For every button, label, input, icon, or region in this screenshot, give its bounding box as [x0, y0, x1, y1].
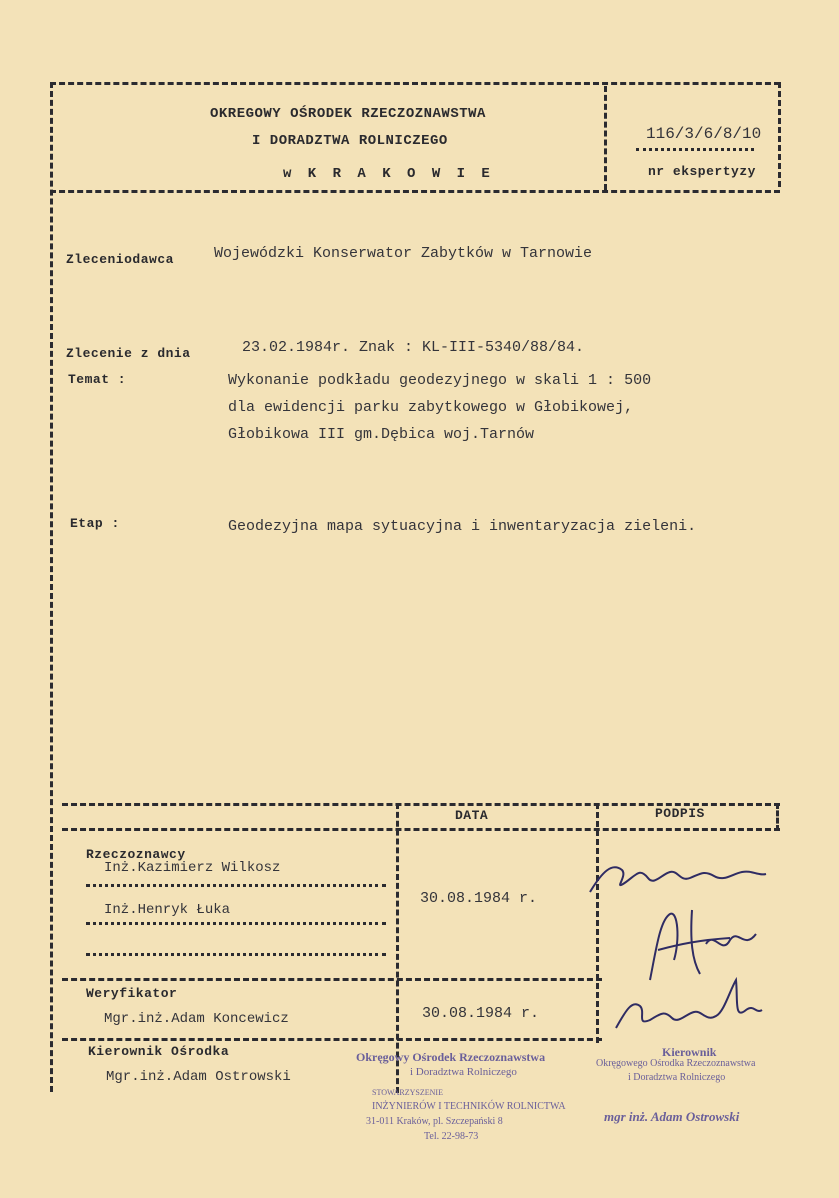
frame-top [50, 82, 780, 85]
topic-line2: dla ewidencji parku zabytkowego w Głobikowej, [228, 399, 634, 416]
stamp-association-line3: 31-011 Kraków, pl. Szczepański 8 [366, 1116, 503, 1127]
signature-koncewicz [606, 970, 766, 1040]
expert1-name: Inż.Kazimierz Wilkosz [104, 860, 281, 876]
table-row1-divider [62, 978, 602, 981]
stamp-manager-line2: i Doradztwa Rolniczego [628, 1072, 726, 1083]
topic-line3: Głobikowa III gm.Dębica woj.Tarnów [228, 426, 535, 443]
verifier-label: Weryfikator [86, 986, 178, 1001]
stage-value: Geodezyjna mapa sytuacyjna i inwentaryzacja zieleni. [228, 518, 697, 535]
manager-name: Mgr.inż.Adam Ostrowski [106, 1069, 291, 1085]
expertise-number-dots [636, 148, 754, 151]
table-row2-divider [62, 1038, 602, 1041]
table-header-divider [62, 828, 780, 831]
experts-label: Rzeczoznawcy [86, 847, 186, 862]
topic-label: Temat : [68, 372, 127, 387]
client-value: Wojewódzki Konserwator Zabytków w Tarnowie [214, 245, 593, 262]
stamp-office-line2: i Doradztwa Rolniczego [410, 1066, 517, 1078]
topic-line1: Wykonanie podkładu geodezyjnego w skali 1 : 500 [228, 372, 652, 389]
header-number-divider [604, 86, 607, 190]
client-label: Zleceniodawca [66, 252, 174, 267]
org-name-line2: I DORADZTWA ROLNICZEGO [252, 133, 448, 149]
experts-date: 30.08.1984 r. [420, 890, 538, 907]
stamp-manager-title: Kierownik [662, 1045, 717, 1059]
expert1-dots [86, 884, 386, 887]
table-col-divider2 [596, 803, 599, 1043]
stamp-manager-name: mgr inż. Adam Ostrowski [604, 1109, 740, 1124]
stamp-office-line1: Okręgowy Ośrodek Rzeczoznawstwa [356, 1050, 546, 1064]
stage-label: Etap : [70, 516, 120, 531]
expert2-name: Inż.Henryk Łuka [104, 902, 231, 918]
table-header-date: DATA [455, 808, 489, 823]
verifier-date: 30.08.1984 r. [422, 1005, 540, 1022]
manager-label: Kierownik Ośrodka [88, 1044, 230, 1059]
verifier-name: Mgr.inż.Adam Koncewicz [104, 1011, 289, 1027]
stamp-association-line2: INŻYNIERÓW I TECHNIKÓW ROLNICTWA [372, 1101, 566, 1112]
expertise-number: 116/3/6/8/10 [646, 125, 762, 143]
stamp-manager-line1: Okręgowego Ośrodka Rzeczoznawstwa [596, 1058, 756, 1069]
expert2-dots [86, 922, 386, 925]
order-value: 23.02.1984r. Znak : KL-III-5340/88/84. [242, 339, 585, 356]
frame-right [778, 82, 781, 187]
stamp-association-line1: STOWARZYSZENIE [372, 1088, 443, 1097]
org-name-line1: OKREGOWY OŚRODEK RZECZOZNAWSTWA [210, 106, 486, 122]
expertise-label: nr ekspertyzy [648, 164, 756, 179]
org-name-line3: w K R A K O W I E [283, 166, 494, 182]
table-header-signature: PODPIS [655, 806, 705, 821]
order-label: Zlecenie z dnia [66, 346, 191, 361]
header-divider [50, 190, 780, 193]
stamp-association-line4: Tel. 22-98-73 [424, 1131, 479, 1142]
signature-wilkosz [582, 852, 772, 902]
table-right [776, 803, 779, 831]
frame-left [50, 82, 53, 1092]
experts-extra-dots [86, 953, 386, 956]
